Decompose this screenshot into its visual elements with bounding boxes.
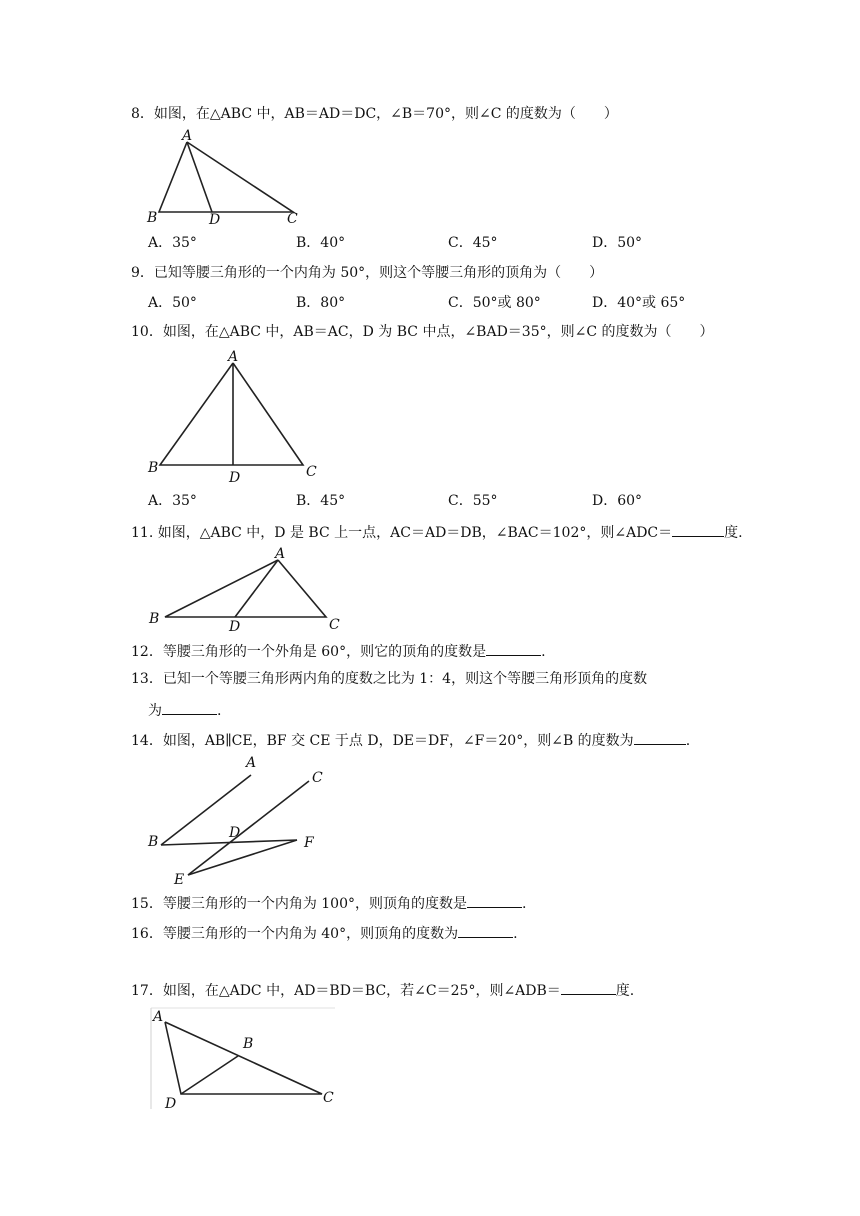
- q17-label-d: D: [165, 1096, 177, 1112]
- q14-label-d: D: [229, 825, 241, 841]
- q11-segment-ad: [235, 560, 278, 617]
- question-14: [131, 729, 690, 751]
- q15-answer-blank: [467, 892, 522, 908]
- question-12-text: 12．等腰三角形的一个外角是 60°，则它的顶角的度数是: [131, 644, 487, 660]
- q11-label-a: A: [275, 546, 286, 562]
- question-9-text: 9．已知等腰三角形的一个内角为 50°，则这个等腰三角形的顶角为（ ）: [131, 265, 604, 281]
- q14-label-e: E: [174, 872, 185, 888]
- question-16-text: 16．等腰三角形的一个内角为 40°，则顶角的度数为: [131, 926, 459, 942]
- q11-label-c: C: [329, 617, 340, 633]
- q8-option-b: B．40°: [296, 235, 346, 251]
- q17-label-a: A: [153, 1009, 164, 1025]
- question-13-line-1: 13．已知一个等腰三角形两内角的度数之比为 1：4，则这个等腰三角形顶角的度数: [131, 671, 648, 687]
- q11-triangle-abc: [165, 560, 326, 617]
- q14-line-fe: [188, 840, 297, 875]
- q10-label-c: C: [306, 464, 317, 480]
- question-15: [131, 892, 526, 914]
- q10-option-c: C．55°: [448, 493, 498, 509]
- q9-option-a: A．50°: [148, 295, 197, 311]
- q13-answer-blank: [162, 699, 217, 715]
- q10-option-b: B．45°: [296, 493, 346, 509]
- question-15-suffix: .: [522, 896, 527, 912]
- question-14-text: 14．如图，AB∥CE，BF 交 CE 于点 D，DE＝DF，∠F＝20°，则∠B 的度数为: [131, 733, 634, 749]
- q10-option-d: D．60°: [592, 493, 643, 509]
- q17-segment-db: [181, 1056, 238, 1094]
- q14-label-b: B: [148, 834, 159, 850]
- q8-segment-ad: [187, 142, 212, 212]
- question-11-text: 11. 如图，△ABC 中，D 是 BC 上一点，AC＝AD＝DB，∠BAC＝102°，则∠ADC＝: [131, 525, 673, 541]
- question-17: [131, 979, 634, 1001]
- q8-label-d: D: [209, 212, 221, 228]
- q17-label-c: C: [323, 1090, 334, 1106]
- q9-option-d: D．40°或 65°: [592, 295, 686, 311]
- question-8-text: 8．如图，在△ABC 中，AB＝AD＝DC，∠B＝70°，则∠C 的度数为（ ）: [131, 106, 618, 122]
- q14-answer-blank: [634, 729, 686, 745]
- question-11-suffix: 度.: [724, 525, 743, 541]
- q11-answer-blank: [672, 521, 724, 537]
- q8-label-b: B: [147, 210, 158, 226]
- q17-answer-blank: [561, 979, 616, 995]
- q8-label-c: C: [287, 211, 298, 227]
- question-17-suffix: 度.: [615, 983, 635, 999]
- q8-triangle-abc: [159, 142, 293, 212]
- q17-triangle-figure: [150, 1007, 340, 1112]
- question-10-text: 10．如图，在△ABC 中，AB＝AC，D 为 BC 中点，∠BAD＝35°，则∠C 的度数为（ ）: [131, 324, 714, 340]
- q14-label-f: F: [304, 835, 314, 851]
- question-11: [131, 521, 743, 543]
- question-13-line-2: [148, 699, 221, 721]
- q11-triangle-figure: [145, 545, 345, 635]
- question-13-prefix: 为: [148, 703, 162, 719]
- q10-label-d: D: [229, 470, 241, 486]
- q11-label-b: B: [149, 611, 160, 627]
- q8-label-a: A: [182, 128, 193, 144]
- question-14-suffix: .: [685, 733, 691, 749]
- question-16-suffix: .: [513, 926, 518, 942]
- question-13-suffix: .: [217, 703, 222, 719]
- q10-triangle-abc: [160, 363, 303, 465]
- q10-label-b: B: [148, 460, 159, 476]
- question-12-suffix: .: [541, 644, 546, 660]
- q17-label-b: B: [243, 1036, 254, 1052]
- question-17-text: 17．如图，在△ADC 中，AD＝BD＝BC，若∠C＝25°，则∠ADB＝: [131, 983, 561, 999]
- q8-option-d: D．50°: [592, 235, 643, 251]
- q9-option-c: C．50°或 80°: [448, 295, 541, 311]
- q12-answer-blank: [486, 640, 541, 656]
- q8-triangle-figure: [140, 130, 320, 230]
- q14-parallel-lines-figure: [140, 750, 340, 890]
- q11-label-d: D: [229, 619, 241, 635]
- q8-option-c: C．45°: [448, 235, 498, 251]
- q16-answer-blank: [458, 922, 513, 938]
- question-16: [131, 922, 518, 944]
- q17-triangle-adc: [165, 1022, 322, 1094]
- q8-option-a: A．35°: [148, 235, 197, 251]
- q14-line-ec: [188, 781, 309, 875]
- q14-label-a: A: [246, 755, 257, 771]
- q9-option-b: B．80°: [296, 295, 346, 311]
- question-12: [131, 640, 546, 662]
- q14-label-c: C: [312, 770, 323, 786]
- q10-option-a: A．35°: [148, 493, 197, 509]
- question-15-text: 15．等腰三角形的一个内角为 100°，则顶角的度数是: [131, 896, 467, 912]
- q10-triangle-figure: [145, 345, 325, 485]
- q10-label-a: A: [228, 349, 239, 365]
